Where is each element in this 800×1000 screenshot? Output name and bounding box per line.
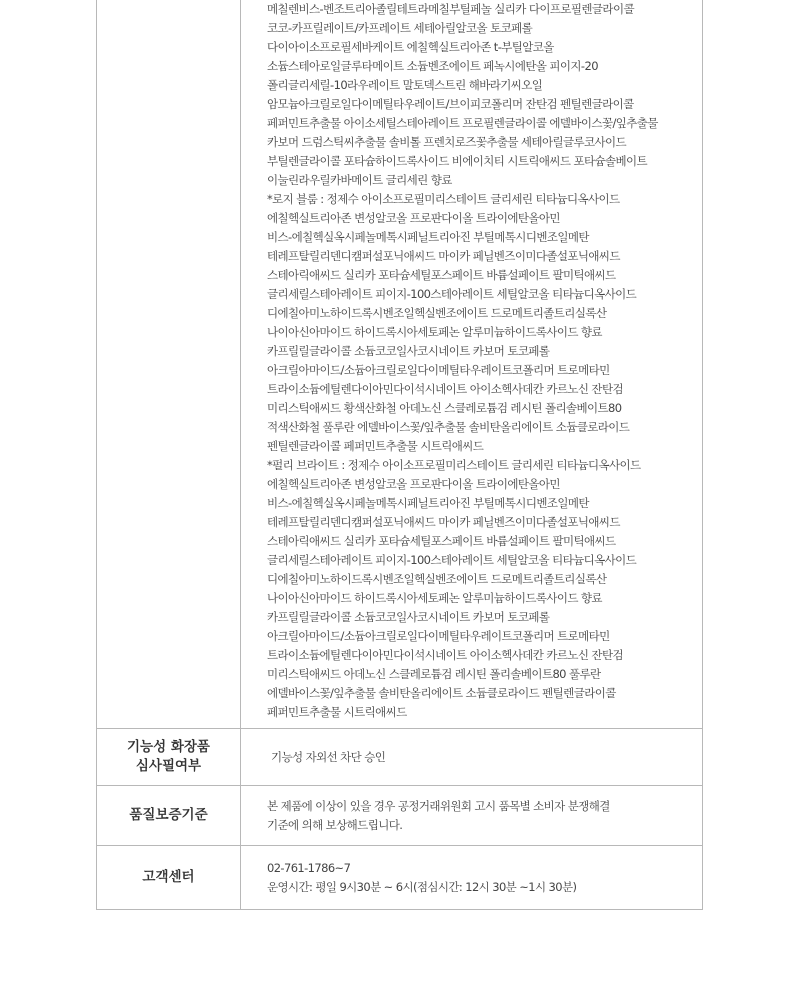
ingredient-line: 테레프탈릴리덴디캠퍼설포닉애씨드 마이카 페닐벤즈이미다졸설포닉애씨드 [267,249,620,263]
ingredient-line: 이눌린라우릴카바메이트 글리세린 향료 [267,173,452,187]
ingredient-line: 비스-에칠헥실옥시페놀메톡시페닐트리아진 부틸메톡시디벤조일메탄 [267,230,589,244]
ingredient-line: 아크릴아마이드/소듐아크릴로일다이메틸타우레이트코폴리머 트로메타민 [267,363,610,377]
ingredient-line: 에칠헥실트리아존 변성알코올 프로판다이올 트라이에탄올아민 [267,211,560,225]
ingredient-line: 카프릴릴글라이콜 소듐코코일사코시네이트 카보머 토코페롤 [267,344,550,358]
ingredient-line: 메칠렌비스-벤조트리아졸릴테트라메칠부틸페놀 실리카 다이프로필렌글라이콜 [267,2,634,16]
functional-label-line1: 기능성 화장품 [127,739,210,755]
customer-center-label: 고객센터 [97,846,241,910]
functional-cosmetic-label [97,729,241,786]
functional-cosmetic-value: 기능성 자외선 차단 승인 [241,729,703,786]
ingredient-line: 테레프탈릴리덴디캠퍼설포닉애씨드 마이카 페닐벤즈이미다졸설포닉애씨드 [267,515,620,529]
ingredient-line: *펄리 브라이트 : 정제수 아이소프로필미리스테이트 글리세린 티타늄디옥사이드 [267,458,641,472]
ingredient-line: 비스-에칠헥실옥시페놀메톡시페닐트리아진 부틸메톡시디벤조일메탄 [267,496,589,510]
customer-center-value [241,846,703,910]
customer-center-phone: 02-761-1786~7 [267,860,351,875]
ingredient-line: 암모늄아크릴로일다이메틸타우레이트/브이피코폴리머 잔탄검 펜틸렌글라이콜 [267,97,634,111]
ingredient-line: 소듐스테아로일글루타메이트 소듐벤조에이트 페녹시에탄올 피이지-20 [267,59,598,73]
ingredient-line: 트라이소듐에틸렌다이아민다이석시네이트 아이소헥사데칸 카르노신 잔탄검 [267,648,623,662]
customer-center-row [97,846,703,910]
quality-value-line1: 본 제품에 이상이 있을 경우 공정거래위원회 고시 품목별 소비자 분쟁해결 [267,798,610,813]
ingredient-line: 스테아릭애씨드 실리카 포타슘세틸포스페이트 바륨설페이트 팔미틱애씨드 [267,268,616,282]
ingredient-line: 나이아신아마이드 하이드록시아세토페논 알루미늄하이드록사이드 향료 [267,591,602,605]
ingredient-line: 미리스틱애씨드 아데노신 스클레로튬검 레시틴 폴리솔베이트80 풀루란 [267,667,601,681]
ingredients-label-cell [97,0,241,729]
ingredient-line: *로지 블룸 : 정제수 아이소프로필미리스테이트 글리세린 티타늄디옥사이드 [267,192,620,206]
quality-standard-row [97,786,703,846]
ingredient-line: 페퍼민트추출물 시트릭애씨드 [267,705,407,719]
ingredient-line: 폴리글리세릴-10라우레이트 말토덱스트린 해바라기씨오일 [267,78,543,92]
ingredient-line: 다이아이소프로필세바케이트 에칠헥실트리아존 t-부틸알코올 [267,40,554,54]
ingredient-line: 미리스틱애씨드 황색산화철 아데노신 스클레로튬검 레시틴 폴리솔베이트80 [267,401,622,415]
ingredient-line: 페퍼민트추출물 아이소세틸스테아레이트 프로필렌글라이콜 에델바이스꽃/잎추출물 [267,116,658,130]
ingredient-line: 적색산화철 풀루란 에델바이스꽃/잎추출물 솔비탄올리에이트 소듐클로라이드 [267,420,630,434]
ingredient-line: 카프릴릴글라이콜 소듐코코일사코시네이트 카보머 토코페롤 [267,610,550,624]
ingredient-line: 나이아신아마이드 하이드록시아세토페논 알루미늄하이드록사이드 향료 [267,325,602,339]
functional-cosmetic-row [97,729,703,786]
quality-value-line2: 기준에 의해 보상해드립니다. [267,817,403,832]
ingredient-line: 에델바이스꽃/잎추출물 솔비탄올리에이트 소듐클로라이드 펜틸렌글라이콜 [267,686,616,700]
ingredient-line: 디에칠아미노하이드록시벤조일헥실벤조에이트 드로메트리졸트리실록산 [267,306,607,320]
customer-center-hours: 운영시간: 평일 9시30분 ~ 6시(점심시간: 12시 30분 ~1시 30분) [267,879,577,894]
ingredient-line: 코코-카프릴레이트/카프레이트 세테아릴알코올 토코페롤 [267,21,533,35]
ingredients-value [241,0,703,729]
quality-standard-value [241,786,703,846]
ingredient-line: 아크릴아마이드/소듐아크릴로일다이메틸타우레이트코폴리머 트로메타민 [267,629,610,643]
ingredient-line: 스테아릭애씨드 실리카 포타슘세틸포스페이트 바륨설페이트 팔미틱애씨드 [267,534,616,548]
ingredients-row [97,0,703,729]
ingredient-line: 글리세릴스테아레이트 피이지-100스테아레이트 세틸알코올 티타늄디옥사이드 [267,287,637,301]
ingredient-line: 디에칠아미노하이드록시벤조일헥실벤조에이트 드로메트리졸트리실록산 [267,572,607,586]
product-info-table [96,0,703,910]
ingredient-line: 카보머 드럼스틱씨추출물 솔비톨 프렌치로즈꽃추출물 세테아릴글루코사이드 [267,135,627,149]
ingredient-line: 부틸렌글라이콜 포타슘하이드록사이드 비에이치티 시트릭애씨드 포타슘솔베이트 [267,154,648,168]
quality-standard-label: 품질보증기준 [97,786,241,846]
ingredient-line: 에칠헥실트리아존 변성알코올 프로판다이올 트라이에탄올아민 [267,477,560,491]
functional-label-line2: 심사필여부 [135,758,202,774]
ingredient-line: 트라이소듐에틸렌다이아민다이석시네이트 아이소헥사데칸 카르노신 잔탄검 [267,382,623,396]
ingredient-line: 펜틸렌글라이콜 페퍼민트추출물 시트릭애씨드 [267,439,484,453]
ingredient-line: 글리세릴스테아레이트 피이지-100스테아레이트 세틸알코올 티타늄디옥사이드 [267,553,637,567]
